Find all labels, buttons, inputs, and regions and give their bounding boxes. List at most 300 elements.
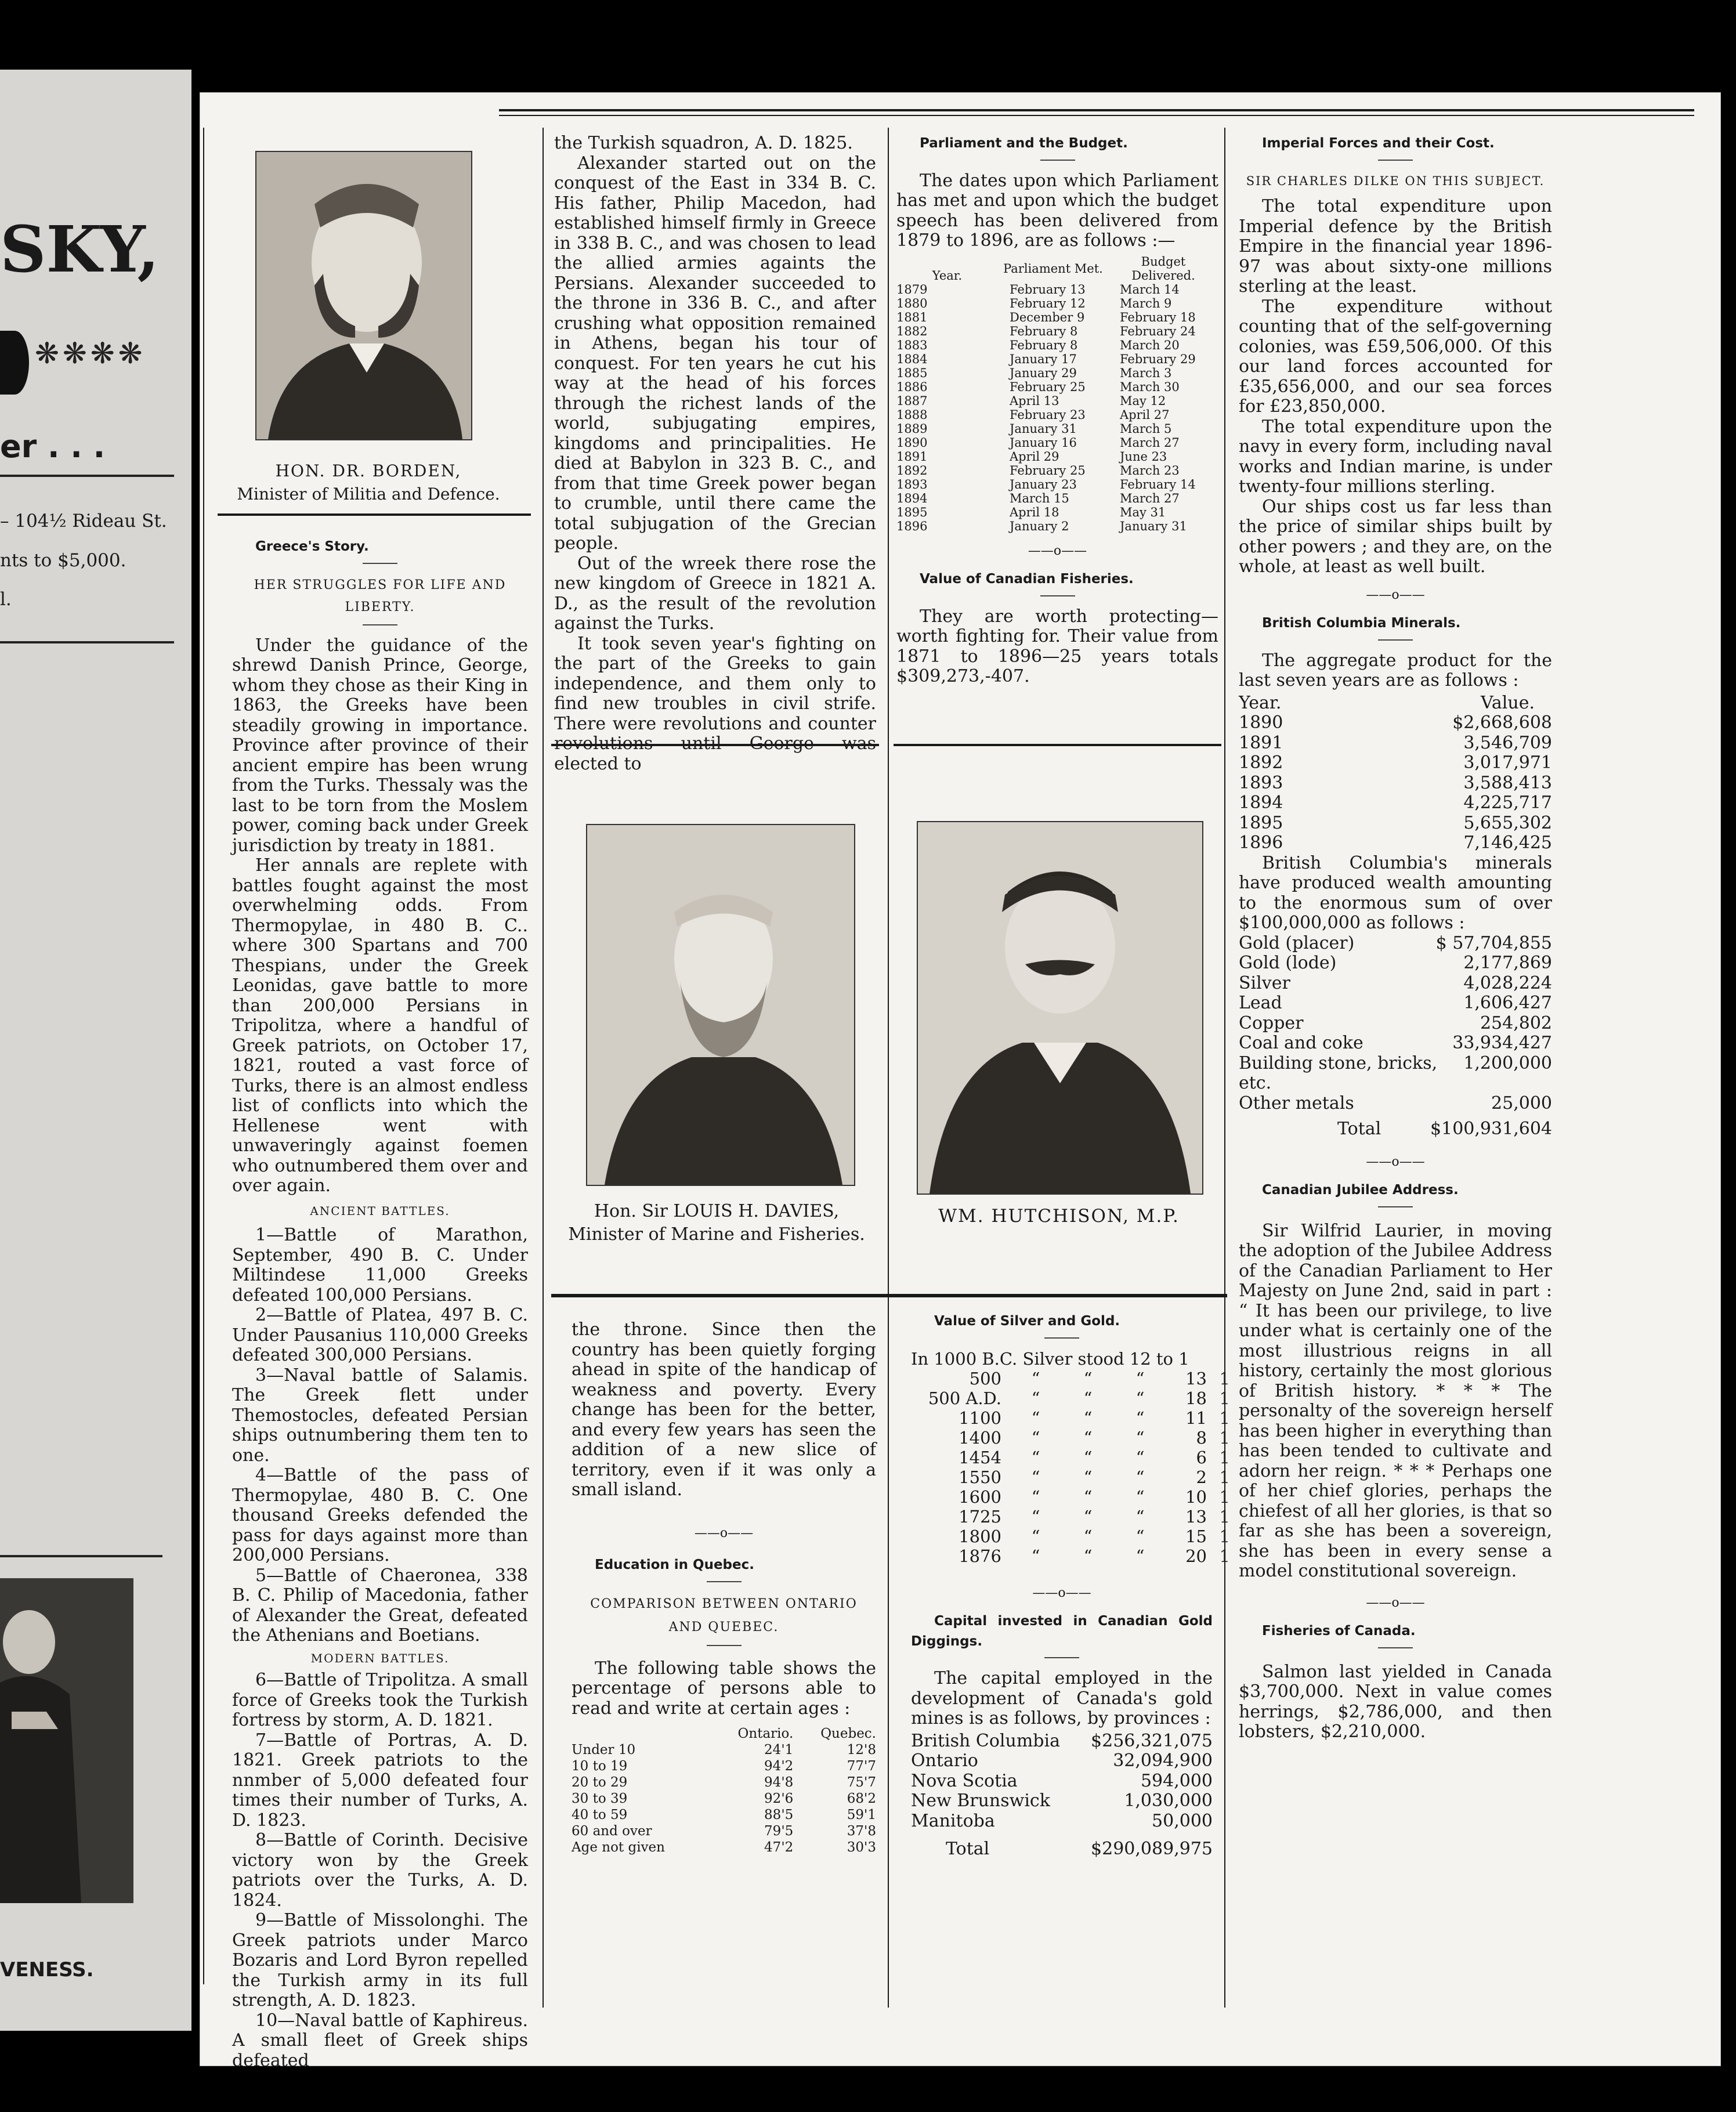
table-row xyxy=(896,310,1218,324)
value-cell: 2,177,869 xyxy=(1463,953,1552,973)
age-cell: Age not given xyxy=(572,1840,665,1855)
list-item xyxy=(911,1731,1213,1752)
ditto-mark: “ xyxy=(1031,1546,1040,1566)
age-cell: 60 and over xyxy=(572,1824,652,1839)
ratio-one: 1 xyxy=(1219,1546,1230,1566)
year-cell: 1100 xyxy=(959,1408,1001,1428)
year-cell: 1885 xyxy=(896,366,928,380)
ad-address: – 104½ Rideau St. xyxy=(0,511,167,531)
value-cell: $2,668,608 xyxy=(1452,713,1552,733)
column-divider xyxy=(542,128,544,2008)
column-divider xyxy=(888,128,889,2008)
year-cell: 1882 xyxy=(896,324,928,338)
met-cell: December 9 xyxy=(1010,310,1085,324)
year-cell: 1886 xyxy=(896,379,928,394)
table-row xyxy=(572,1774,876,1791)
list-item xyxy=(1239,833,1552,854)
column-divider xyxy=(203,128,204,1984)
table-row xyxy=(572,1823,876,1839)
fisheries-value-heading: Value of Canadian Fisheries. xyxy=(920,572,1134,587)
list-item xyxy=(1239,713,1552,733)
greece-cont-paragraph: Out of the wreek there rose the new kingdom of Greece in 1821 A. D., as the result of the revolution against the Turks. xyxy=(554,553,876,634)
column-divider xyxy=(1224,128,1225,2008)
year-cell: 1895 xyxy=(1239,812,1283,833)
value-cell: 1,606,427 xyxy=(1463,993,1552,1013)
budget-cell: February 18 xyxy=(1120,310,1196,324)
year-cell: 1892 xyxy=(1239,753,1283,773)
year-cell: 1887 xyxy=(896,393,928,408)
ratio-one: 1 xyxy=(1219,1427,1230,1448)
greece-paragraph: Her annals are replete with battles fought against the most overwhelming odds. From Thermopylae, in 480 B. C.. where 300 Spartans and 700 Thespians, under the Greek Leonidas, gave battle to more than 200,000 Persians in Tripolitza, where a handful of Greek patriots, on October 17, 1821, routed a vast force of Turks, there is an almost endless list of conflicts into which the Hellenese went with unwaveringly against foemen who outnumbered them over and over again. xyxy=(232,855,528,1196)
greece-continued xyxy=(554,133,876,774)
hutchison-name: WM. HUTCHISON, M.P. xyxy=(938,1206,1180,1227)
ratio-cell: 15 xyxy=(1185,1526,1207,1546)
ditto-mark: “ xyxy=(1031,1447,1040,1467)
bc-minerals-heading: British Columbia Minerals. xyxy=(1262,616,1461,631)
ditto-mark: “ xyxy=(1031,1526,1040,1546)
bc-minerals-total xyxy=(1239,1119,1552,1140)
dash xyxy=(363,624,397,625)
table-row xyxy=(896,450,1218,464)
bc-total-value: $100,931,604 xyxy=(1430,1119,1552,1139)
parliament-heading: Parliament and the Budget. xyxy=(920,136,1128,151)
ditto-mark: “ xyxy=(1135,1506,1145,1527)
age-cell: 10 to 19 xyxy=(572,1759,628,1774)
separator: ——o—— xyxy=(1366,1154,1425,1169)
ad-amount: nts to $5,000. xyxy=(0,550,126,571)
value-cell: 33,934,427 xyxy=(1452,1033,1552,1053)
imperial-paragraph: The total expenditure upon Imperial defence by the British Empire in the financial year 1896-97 was about sixty-one millions sterling at the least. xyxy=(1239,196,1552,296)
separator: ——o—— xyxy=(1366,587,1425,602)
imperial-subheading: SIR CHARLES DILKE ON THIS SUBJECT. xyxy=(1246,173,1545,188)
value-cell: 4,225,717 xyxy=(1463,793,1552,813)
ad-text: VENESS. xyxy=(0,1958,94,1981)
year-cell: 1881 xyxy=(896,310,928,324)
list-item xyxy=(911,1771,1213,1792)
silver-gold-section xyxy=(911,1311,1230,1860)
imperial-paragraph: Our ships cost us far less than the price of similar ships built by other powers ; and they are, on the whole, at least as well built. xyxy=(1239,496,1552,577)
list-item xyxy=(911,1506,1230,1527)
ratio-one: 1 xyxy=(1219,1487,1230,1507)
ontario-cell: 92'6 xyxy=(764,1791,794,1806)
battle-item: 2—Battle of Platea, 497 B. C. Under Pausanius 110,000 Greeks defeated 300,000 Persians. xyxy=(232,1305,528,1365)
ditto-mark: “ xyxy=(1031,1467,1040,1487)
met-cell: February 12 xyxy=(1010,296,1086,310)
battle-item: 5—Battle of Chaeronea, 338 B. C. Philip of Macedonia, father of Alexander the Great, defeated the Athenians and Boetians. xyxy=(232,1565,528,1646)
child-photo xyxy=(0,1578,133,1903)
table-row xyxy=(896,366,1218,380)
budget-cell: February 24 xyxy=(1120,324,1196,338)
budget-cell: June 23 xyxy=(1120,449,1167,464)
budget-cell: January 31 xyxy=(1120,519,1187,533)
bc-minerals-years xyxy=(1239,713,1552,854)
education-heading: Education in Quebec. xyxy=(595,1557,754,1572)
table-row xyxy=(896,505,1218,519)
list-item xyxy=(911,1811,1213,1832)
table-row xyxy=(896,394,1218,408)
year-cell: 1894 xyxy=(896,491,928,505)
modern-heading: MODERN BATTLES. xyxy=(310,1651,450,1665)
year-cell: 1894 xyxy=(1239,793,1283,813)
col-ontario: Ontario. xyxy=(737,1726,794,1741)
year-cell: 1454 xyxy=(959,1447,1001,1467)
ontario-cell: 94'2 xyxy=(764,1759,794,1774)
met-cell: January 31 xyxy=(1010,421,1077,436)
ad-fragment-l: l. xyxy=(0,589,12,610)
dash xyxy=(707,1645,742,1646)
col-met: Parliament Met. xyxy=(1003,261,1103,276)
fisheries-canada-text: Salmon last yielded in Canada $3,700,000. Next in value comes herrings, $2,786,000, and then lobsters, $2,210,000. xyxy=(1239,1661,1552,1742)
greece-cont-paragraph: Alexander started out on the conquest of the East in 334 B. C. His father, Philip Macedon, had established himself firmly in Greece in 338 B. C., and was chosen to lead the allied armies againts the Persians. Alexander succeeded to the throne in 336 B. C., and after crushing what opposition remained in Athens, began his tour of conquest. For ten years he cut his way at the head of his forces through the richest lands of the world, subjugating empires, kingdoms and principalities. He died at Babylon in 323 B. C., and from that time Greek power began to crumble, until there came the total subjugation of the Grecian people. xyxy=(554,153,876,554)
ratio-one: 1 xyxy=(1219,1526,1230,1546)
budget-cell: March 23 xyxy=(1120,463,1180,478)
separator: ——o—— xyxy=(1028,543,1087,558)
list-item xyxy=(911,1751,1213,1771)
section-rule xyxy=(551,744,879,746)
ditto-mark: “ xyxy=(1135,1388,1145,1408)
year-cell: 1890 xyxy=(1239,713,1283,733)
dash xyxy=(707,1581,742,1582)
budget-cell: March 27 xyxy=(1120,435,1180,450)
bc-minerals-intro: The aggregate product for the last seven years are as follows : xyxy=(1239,650,1552,690)
davies-portrait xyxy=(586,824,855,1186)
value-cell: 3,546,709 xyxy=(1463,732,1552,753)
quebec-cell: 37'8 xyxy=(847,1824,876,1839)
list-item xyxy=(1239,813,1552,834)
ratio-one: 1 xyxy=(1219,1368,1230,1388)
col-year: Year. xyxy=(1239,692,1282,713)
table-row xyxy=(896,338,1218,352)
mineral-cell: Other metals xyxy=(1239,1093,1354,1113)
ratio-cell: 6 xyxy=(1196,1447,1207,1467)
list-item xyxy=(911,1546,1230,1566)
ditto-mark: “ xyxy=(1031,1487,1040,1507)
ratio-one: 1 xyxy=(1219,1467,1230,1487)
ratio-cell: 13 xyxy=(1185,1506,1207,1527)
list-item xyxy=(1239,1014,1552,1034)
table-row xyxy=(896,464,1218,478)
year-cell: 1891 xyxy=(1239,732,1283,753)
col-quebec: Quebec. xyxy=(820,1726,876,1741)
section-rule xyxy=(218,513,531,516)
year-cell: 1895 xyxy=(896,505,928,519)
year-cell: 1893 xyxy=(1239,772,1283,793)
quebec-cell: 75'7 xyxy=(847,1775,876,1790)
battle-item: 9—Battle of Missolonghi. The Greek patriots under Marco Bozaris and Lord Byron repelled the Turkish army in its full strength, A. D. 1823. xyxy=(232,1910,528,2010)
year-cell: 1800 xyxy=(959,1526,1001,1546)
ratio-one: 1 xyxy=(1219,1408,1230,1428)
table-row xyxy=(896,324,1218,338)
list-item xyxy=(1239,733,1552,754)
amount-cell: 50,000 xyxy=(1152,1810,1213,1831)
ditto-mark: “ xyxy=(1083,1546,1093,1566)
ratio-cell: 11 xyxy=(1185,1408,1207,1428)
jubilee-text: Sir Wilfrid Laurier, in moving the adoption of the Jubilee Address of the Canadian Parliament to Her Majesty on June 2nd, said in part : “ It has been our privilege, to live under what is certainly one of the most illustrious reigns in all history, certainly the most glorious of British history. * * * The personalty of the sovereign herself has been higher in everything than has been tended to cultivate and adorn her reign. * * * Perhaps one of her chief glories, perhaps the chiefest of all her glories, is that so far as she has been a sovereign, she has been in every sense a model constitutional sovereign. xyxy=(1239,1220,1552,1581)
separator: ——o—— xyxy=(1032,1585,1091,1600)
imperial-paragraph: The expenditure without counting that of the self-governing colonies, was £59,506,000. Of this our land forces accounted for £35,656,000, and our sea forces for £23,850,000. xyxy=(1239,296,1552,417)
mineral-cell: Coal and coke xyxy=(1239,1033,1364,1053)
ditto-mark: “ xyxy=(1083,1427,1093,1448)
year-cell: 1550 xyxy=(959,1467,1001,1487)
list-item xyxy=(1239,974,1552,994)
mineral-cell: Copper xyxy=(1239,1012,1304,1033)
quebec-cell: 68'2 xyxy=(847,1791,876,1806)
battle-item: 10—Naval battle of Kaphireus. A small fleet of Greek ships defeated xyxy=(232,2010,528,2071)
met-cell: January 23 xyxy=(1010,477,1077,491)
year-cell: 1879 xyxy=(896,282,928,296)
ontario-cell: 94'8 xyxy=(764,1775,794,1790)
table-row xyxy=(896,478,1218,491)
quebec-cell: 30'3 xyxy=(847,1840,876,1855)
gold-capital-rows xyxy=(911,1731,1213,1832)
value-cell: 254,802 xyxy=(1480,1012,1552,1033)
year-cell: 1880 xyxy=(896,296,928,310)
bc-total-label: Total xyxy=(1337,1119,1381,1139)
divider xyxy=(0,1555,162,1557)
year-cell: 1876 xyxy=(959,1546,1001,1566)
province-cell: Ontario xyxy=(911,1751,978,1771)
dash xyxy=(1040,595,1075,596)
greece-cont-paragraph: It took seven year's fighting on the part of the Greeks to gain independence, and them only to find new troubles in civil strife. There were revolutions and counter elected to xyxy=(554,633,876,774)
met-cell: February 25 xyxy=(1010,379,1086,394)
gold-total-value: $290,089,975 xyxy=(1091,1839,1213,1859)
year-cell: 1890 xyxy=(896,435,928,450)
ratio-cell: 18 xyxy=(1185,1388,1207,1408)
year-cell: 1725 xyxy=(959,1506,1001,1527)
list-item xyxy=(1239,1033,1552,1054)
dash xyxy=(1378,1647,1413,1648)
dash xyxy=(1040,160,1075,161)
year-cell: 500 A.D. xyxy=(928,1388,1001,1408)
ditto-mark: “ xyxy=(1135,1447,1145,1467)
budget-cell: March 9 xyxy=(1120,296,1172,310)
value-cell: 1,200,000 xyxy=(1463,1053,1552,1073)
parliament-section xyxy=(896,133,1218,687)
list-item xyxy=(911,1467,1230,1487)
value-cell: 7,146,425 xyxy=(1463,833,1552,853)
value-cell: 3,588,413 xyxy=(1463,772,1552,793)
ratio-cell: 13 xyxy=(1185,1368,1207,1388)
parliament-intro: The dates upon which Parliament has met and upon which the budget speech has been delivered from 1879 to 1896, are as follows :— xyxy=(896,170,1218,251)
education-table xyxy=(572,1726,876,1856)
met-cell: January 2 xyxy=(1010,519,1069,533)
borden-name: HON. DR. BORDEN, xyxy=(275,461,462,480)
battle-item: 4—Battle of the pass of Thermopylae, 480 B. C. One thousand Greeks defended the pass for days against more than 200,000 Persians. xyxy=(232,1465,528,1565)
value-cell: 5,655,302 xyxy=(1463,812,1552,833)
gold-capital-intro: The capital employed in the development of Canada's gold mines is as follows, by provinces : xyxy=(911,1668,1213,1728)
jubilee-heading: Canadian Jubilee Address. xyxy=(1262,1182,1459,1198)
greece-cont-paragraph: the Turkish squadron, A. D. 1825. xyxy=(554,133,853,153)
newspaper-page xyxy=(200,93,1720,2071)
gold-capital-total xyxy=(911,1839,1213,1860)
list-item xyxy=(911,1408,1230,1428)
province-cell: Nova Scotia xyxy=(911,1770,1018,1791)
ditto-mark: “ xyxy=(1031,1427,1040,1448)
ditto-mark: “ xyxy=(1031,1388,1040,1408)
ditto-mark: “ xyxy=(1083,1447,1093,1467)
greece-heading: Greece's Story. xyxy=(255,539,369,554)
budget-cell: May 31 xyxy=(1120,505,1166,519)
ditto-mark: “ xyxy=(1135,1546,1145,1566)
section-rule xyxy=(551,1294,1227,1297)
met-cell: January 17 xyxy=(1010,352,1077,366)
battle-item: 1—Battle of Marathon, September, 490 B. C. Under Miltindese 11,000 Greeks defeated 100,000 Persians. xyxy=(232,1225,528,1305)
ditto-mark: “ xyxy=(1135,1427,1145,1448)
age-cell: 20 to 29 xyxy=(572,1775,628,1790)
ratio-one: 1 xyxy=(1219,1388,1230,1408)
ditto-mark: “ xyxy=(1135,1408,1145,1428)
col-budget: Budget Delivered. xyxy=(1131,254,1195,283)
met-cell: March 15 xyxy=(1010,491,1069,505)
value-cell: $ 57,704,855 xyxy=(1435,932,1552,953)
ditto-mark: “ xyxy=(1031,1408,1040,1428)
list-item xyxy=(1239,793,1552,813)
divider xyxy=(0,475,174,477)
table-row xyxy=(572,1839,876,1856)
table-row xyxy=(896,408,1218,422)
greece-paragraph: Under the guidance of the shrewd Danish Prince, George, whom they chose as their King in 1863, the Greeks have been steadily growing in importance. Province after province of their ancient empire has been wrung from the Turks. Thessaly was the last to be torn from the Moslem power, coming back under Greek jurisdiction by treaty in 1881. xyxy=(232,635,528,856)
list-item xyxy=(1239,753,1552,773)
ditto-mark: “ xyxy=(1135,1487,1145,1507)
top-rule xyxy=(499,115,1694,116)
value-cell: 25,000 xyxy=(1491,1093,1552,1113)
amount-cell: 594,000 xyxy=(1140,1770,1213,1791)
ornament-shape xyxy=(0,331,29,395)
imperial-heading: Imperial Forces and their Cost. xyxy=(1262,136,1495,151)
year-cell: 1896 xyxy=(1239,833,1283,853)
met-cell: February 8 xyxy=(1010,324,1078,338)
age-cell: Under 10 xyxy=(572,1742,636,1757)
education-intro: The following table shows the percentage of persons able to read and write at certain ages : xyxy=(572,1658,876,1719)
right-column xyxy=(1239,133,1552,1742)
list-item xyxy=(911,1526,1230,1546)
table-row xyxy=(572,1742,876,1758)
dash xyxy=(363,563,397,564)
ditto-mark: “ xyxy=(1031,1506,1040,1527)
battle-item: 6—Battle of Tripolitza. A small force of Greeks took the Turkish fortress by storm, A. D. 1821. xyxy=(232,1670,528,1730)
province-cell: New Brunswick xyxy=(911,1791,1050,1811)
ratio-cell: 20 xyxy=(1185,1546,1207,1566)
met-cell: April 13 xyxy=(1010,393,1059,408)
ditto-mark: “ xyxy=(1083,1408,1093,1428)
quebec-cell: 59'1 xyxy=(847,1807,876,1822)
masthead-fragment: SKY, xyxy=(0,212,160,287)
year-cell: 1896 xyxy=(896,519,928,533)
met-cell: April 29 xyxy=(1010,449,1059,464)
ratio-one: 1 xyxy=(1219,1447,1230,1467)
table-row xyxy=(896,519,1218,533)
list-item xyxy=(1239,953,1552,974)
ditto-mark: “ xyxy=(1083,1506,1093,1527)
met-cell: February 8 xyxy=(1010,338,1078,352)
col-value: Value. xyxy=(1480,692,1535,713)
ditto-mark: “ xyxy=(1083,1388,1093,1408)
province-cell: British Columbia xyxy=(911,1730,1060,1751)
table-row xyxy=(896,283,1218,296)
year-cell: 1400 xyxy=(959,1427,1001,1448)
budget-cell: February 29 xyxy=(1120,352,1196,366)
list-item xyxy=(911,1388,1230,1408)
fisheries-value-text: They are worth protecting—worth fighting for. Their value from 1871 to 1896—25 years totals $309,273,-407. xyxy=(896,606,1218,686)
year-cell: 1891 xyxy=(896,449,928,464)
ratio-one: 1 xyxy=(1219,1506,1230,1527)
budget-cell: April 27 xyxy=(1120,407,1170,422)
list-item xyxy=(911,1487,1230,1507)
ontario-cell: 47'2 xyxy=(764,1840,794,1855)
ancient-heading: ANCIENT BATTLES. xyxy=(310,1203,450,1218)
ditto-mark: “ xyxy=(1083,1526,1093,1546)
mineral-cell: Gold (lode) xyxy=(1239,953,1337,973)
ontario-cell: 79'5 xyxy=(764,1824,794,1839)
ditto-mark: “ xyxy=(1135,1526,1145,1546)
list-item xyxy=(1239,773,1552,794)
previous-page-strip xyxy=(0,70,191,2031)
value-cell: 4,028,224 xyxy=(1463,972,1552,993)
mineral-cell: Gold (placer) xyxy=(1239,932,1355,953)
ontario-cell: 24'1 xyxy=(764,1742,794,1757)
amount-cell: 32,094,900 xyxy=(1113,1751,1213,1771)
budget-cell: May 12 xyxy=(1120,393,1166,408)
table-row xyxy=(896,380,1218,394)
col-year: Year. xyxy=(932,268,963,283)
davies-name: Hon. Sir LOUIS H. DAVIES, xyxy=(594,1201,840,1221)
ornament-stars: ❋❋❋❋ xyxy=(35,337,146,370)
gold-total-label: Total xyxy=(946,1839,990,1859)
hutchison-portrait xyxy=(917,821,1203,1195)
parliament-table xyxy=(896,255,1218,533)
top-rule xyxy=(499,109,1694,111)
list-item xyxy=(1239,1094,1552,1114)
list-item xyxy=(911,1368,1230,1388)
table-row xyxy=(572,1791,876,1807)
dash xyxy=(1378,160,1413,161)
ratio-cell: 10 xyxy=(1185,1487,1207,1507)
budget-cell: March 5 xyxy=(1120,421,1172,436)
met-cell: February 13 xyxy=(1010,282,1086,296)
value-cell: 3,017,971 xyxy=(1463,753,1552,773)
met-cell: February 25 xyxy=(1010,463,1086,478)
davies-title: Minister of Marine and Fisheries. xyxy=(568,1224,865,1245)
met-cell: April 18 xyxy=(1010,505,1059,519)
list-item xyxy=(911,1791,1213,1811)
list-item xyxy=(911,1427,1230,1448)
education-subheading: COMPARISON BETWEEN ONTARIO AND QUEBEC. xyxy=(590,1596,858,1634)
table-row xyxy=(896,436,1218,450)
ratio-cell: 2 xyxy=(1196,1467,1207,1487)
age-cell: 30 to 39 xyxy=(572,1791,628,1806)
list-item xyxy=(911,1447,1230,1467)
fisheries-canada-heading: Fisheries of Canada. xyxy=(1262,1623,1416,1639)
budget-cell: March 30 xyxy=(1120,379,1180,394)
year-cell: 1888 xyxy=(896,407,928,422)
gold-capital-heading: Capital invested in Canadian Gold Diggings. xyxy=(911,1614,1213,1649)
ditto-mark: “ xyxy=(1031,1368,1040,1388)
ditto-mark: “ xyxy=(1083,1467,1093,1487)
year-cell: 1892 xyxy=(896,463,928,478)
ditto-mark: “ xyxy=(1083,1487,1093,1507)
age-cell: 40 to 59 xyxy=(572,1807,628,1822)
greece-story xyxy=(232,537,528,2071)
divider xyxy=(0,641,174,643)
ad-fragment: er . . . xyxy=(0,428,106,465)
mineral-cell: Lead xyxy=(1239,993,1282,1013)
bc-minerals-header xyxy=(1239,693,1552,714)
dash xyxy=(1378,1206,1413,1207)
ditto-mark: “ xyxy=(1135,1467,1145,1487)
section-rule xyxy=(894,744,1221,746)
met-cell: January 29 xyxy=(1010,366,1077,380)
silver-gold-first: In 1000 B.C. Silver stood 12 to 1 xyxy=(911,1348,1189,1369)
